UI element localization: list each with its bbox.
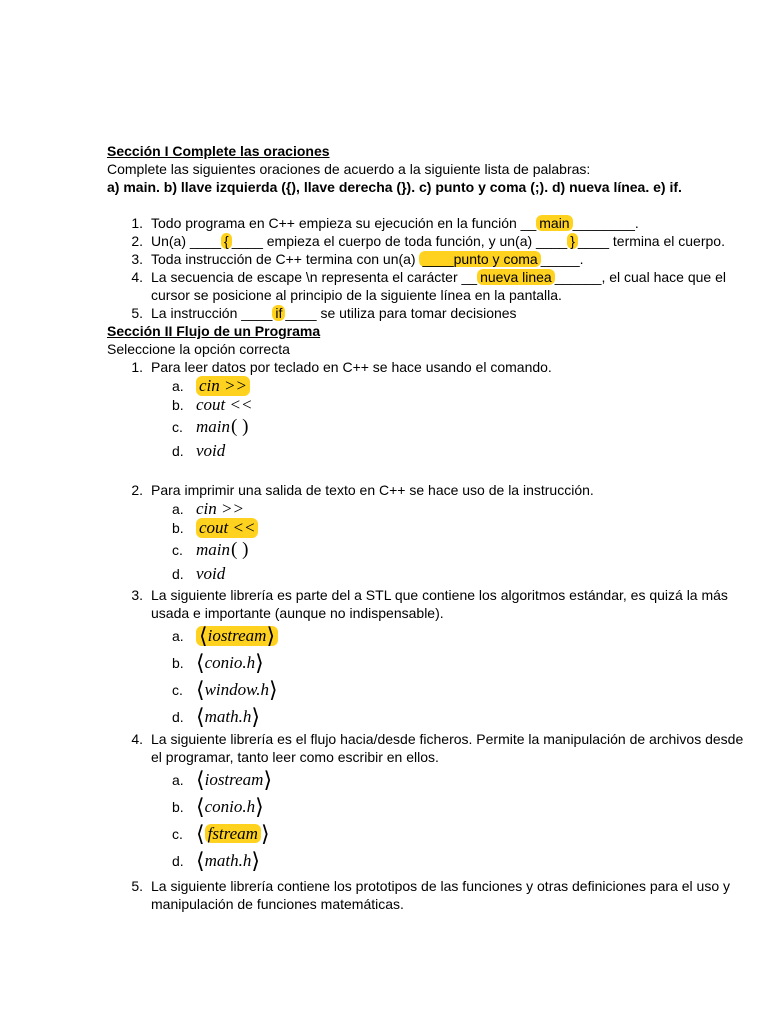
section2-intro: Seleccione la opción correcta xyxy=(107,341,290,357)
answer-highlight: main xyxy=(536,215,572,231)
option-row: b. ⟨conio.h⟩ xyxy=(172,650,264,676)
option-row: c. main ( ) xyxy=(172,416,249,437)
option-row: b. cout << xyxy=(172,395,253,414)
option-text-highlighted: ⟨iostream⟩ xyxy=(196,626,278,646)
answer-highlight: ____punto y coma xyxy=(419,251,540,267)
option-row: c. ⟨window.h⟩ xyxy=(172,677,278,703)
section1-intro: Complete las siguientes oraciones de acuerdo a la siguiente lista de palabras: xyxy=(107,161,591,177)
document-page xyxy=(107,142,747,913)
answer-highlight: nueva linea xyxy=(477,269,555,285)
option-row: c. ⟨ fstream ⟩ xyxy=(172,821,270,847)
question-item: 1. Para leer datos por teclado en C++ se hace usando el comando. xyxy=(131,359,552,375)
option-row: a. cin >> xyxy=(172,376,747,395)
option-text-highlighted: cin >> xyxy=(196,376,250,396)
question-item: 2. Para imprimir una salida de texto en C++ se hace uso de la instrucción. xyxy=(131,482,594,498)
section2-title: Sección II Flujo de un Programa xyxy=(107,323,321,339)
question-item: 5. La siguiente librería contiene los prototipos de las funciones y otras definiciones para el uso y manipulación de funciones matemáticas. xyxy=(131,878,731,912)
option-row: a. ⟨iostream⟩ xyxy=(172,622,747,649)
option-text-highlighted: cout << xyxy=(196,518,258,538)
list-item: 1. Todo programa en C++ empieza su ejecución en la función __ main ________. xyxy=(131,215,639,231)
question-item: 3. La siguiente librería es parte del a STL que contiene los algoritmos estándar, es quizá la más usada e importante (aunque no indispensable). xyxy=(131,587,728,621)
option-row: d. ⟨math.h⟩ xyxy=(172,848,260,874)
section1-title: Sección I Complete las oraciones xyxy=(107,143,330,159)
answer-highlight: if xyxy=(272,305,285,321)
option-row: d. void xyxy=(172,564,226,583)
answer-highlight: } xyxy=(567,233,578,249)
list-item: 4. La secuencia de escape \n representa el carácter __ nueva linea ______, el cual hace que el cursor se posicione al principio de la siguiente línea en la pantalla. xyxy=(131,269,726,303)
list-item: 2. Un(a) ____ { ____ empieza el cuerpo de toda función, y un(a) ____ } ____ termina el cuerpo. xyxy=(131,233,725,249)
option-row: c. main ( ) xyxy=(172,539,249,560)
list-item: 3. Toda instrucción de C++ termina con un(a) ____punto y coma _____. xyxy=(131,251,584,267)
option-row: b. ⟨conio.h⟩ xyxy=(172,794,264,820)
option-row: a. cin >> xyxy=(172,498,244,518)
option-row: b. cout << xyxy=(172,518,747,538)
option-row: a. ⟨iostream⟩ xyxy=(172,767,273,793)
option-row: d. ⟨math.h⟩ xyxy=(172,704,260,730)
list-item: 5. La instrucción ____ if ____ se utiliza para tomar decisiones xyxy=(131,305,517,321)
answer-highlight: { xyxy=(221,233,232,249)
option-row: d. void xyxy=(172,441,226,460)
question-item: 4. La siguiente librería es el flujo hacia/desde ficheros. Permite la manipulación de archivos desde el programar, tanto leer como escribir en ellos. xyxy=(131,731,744,765)
section1-wordlist: a) main. b) llave izquierda ({), llave derecha (}). c) punto y coma (;). d) nueva línea. e) if. xyxy=(107,179,682,195)
option-text-highlighted: fstream xyxy=(205,824,261,843)
